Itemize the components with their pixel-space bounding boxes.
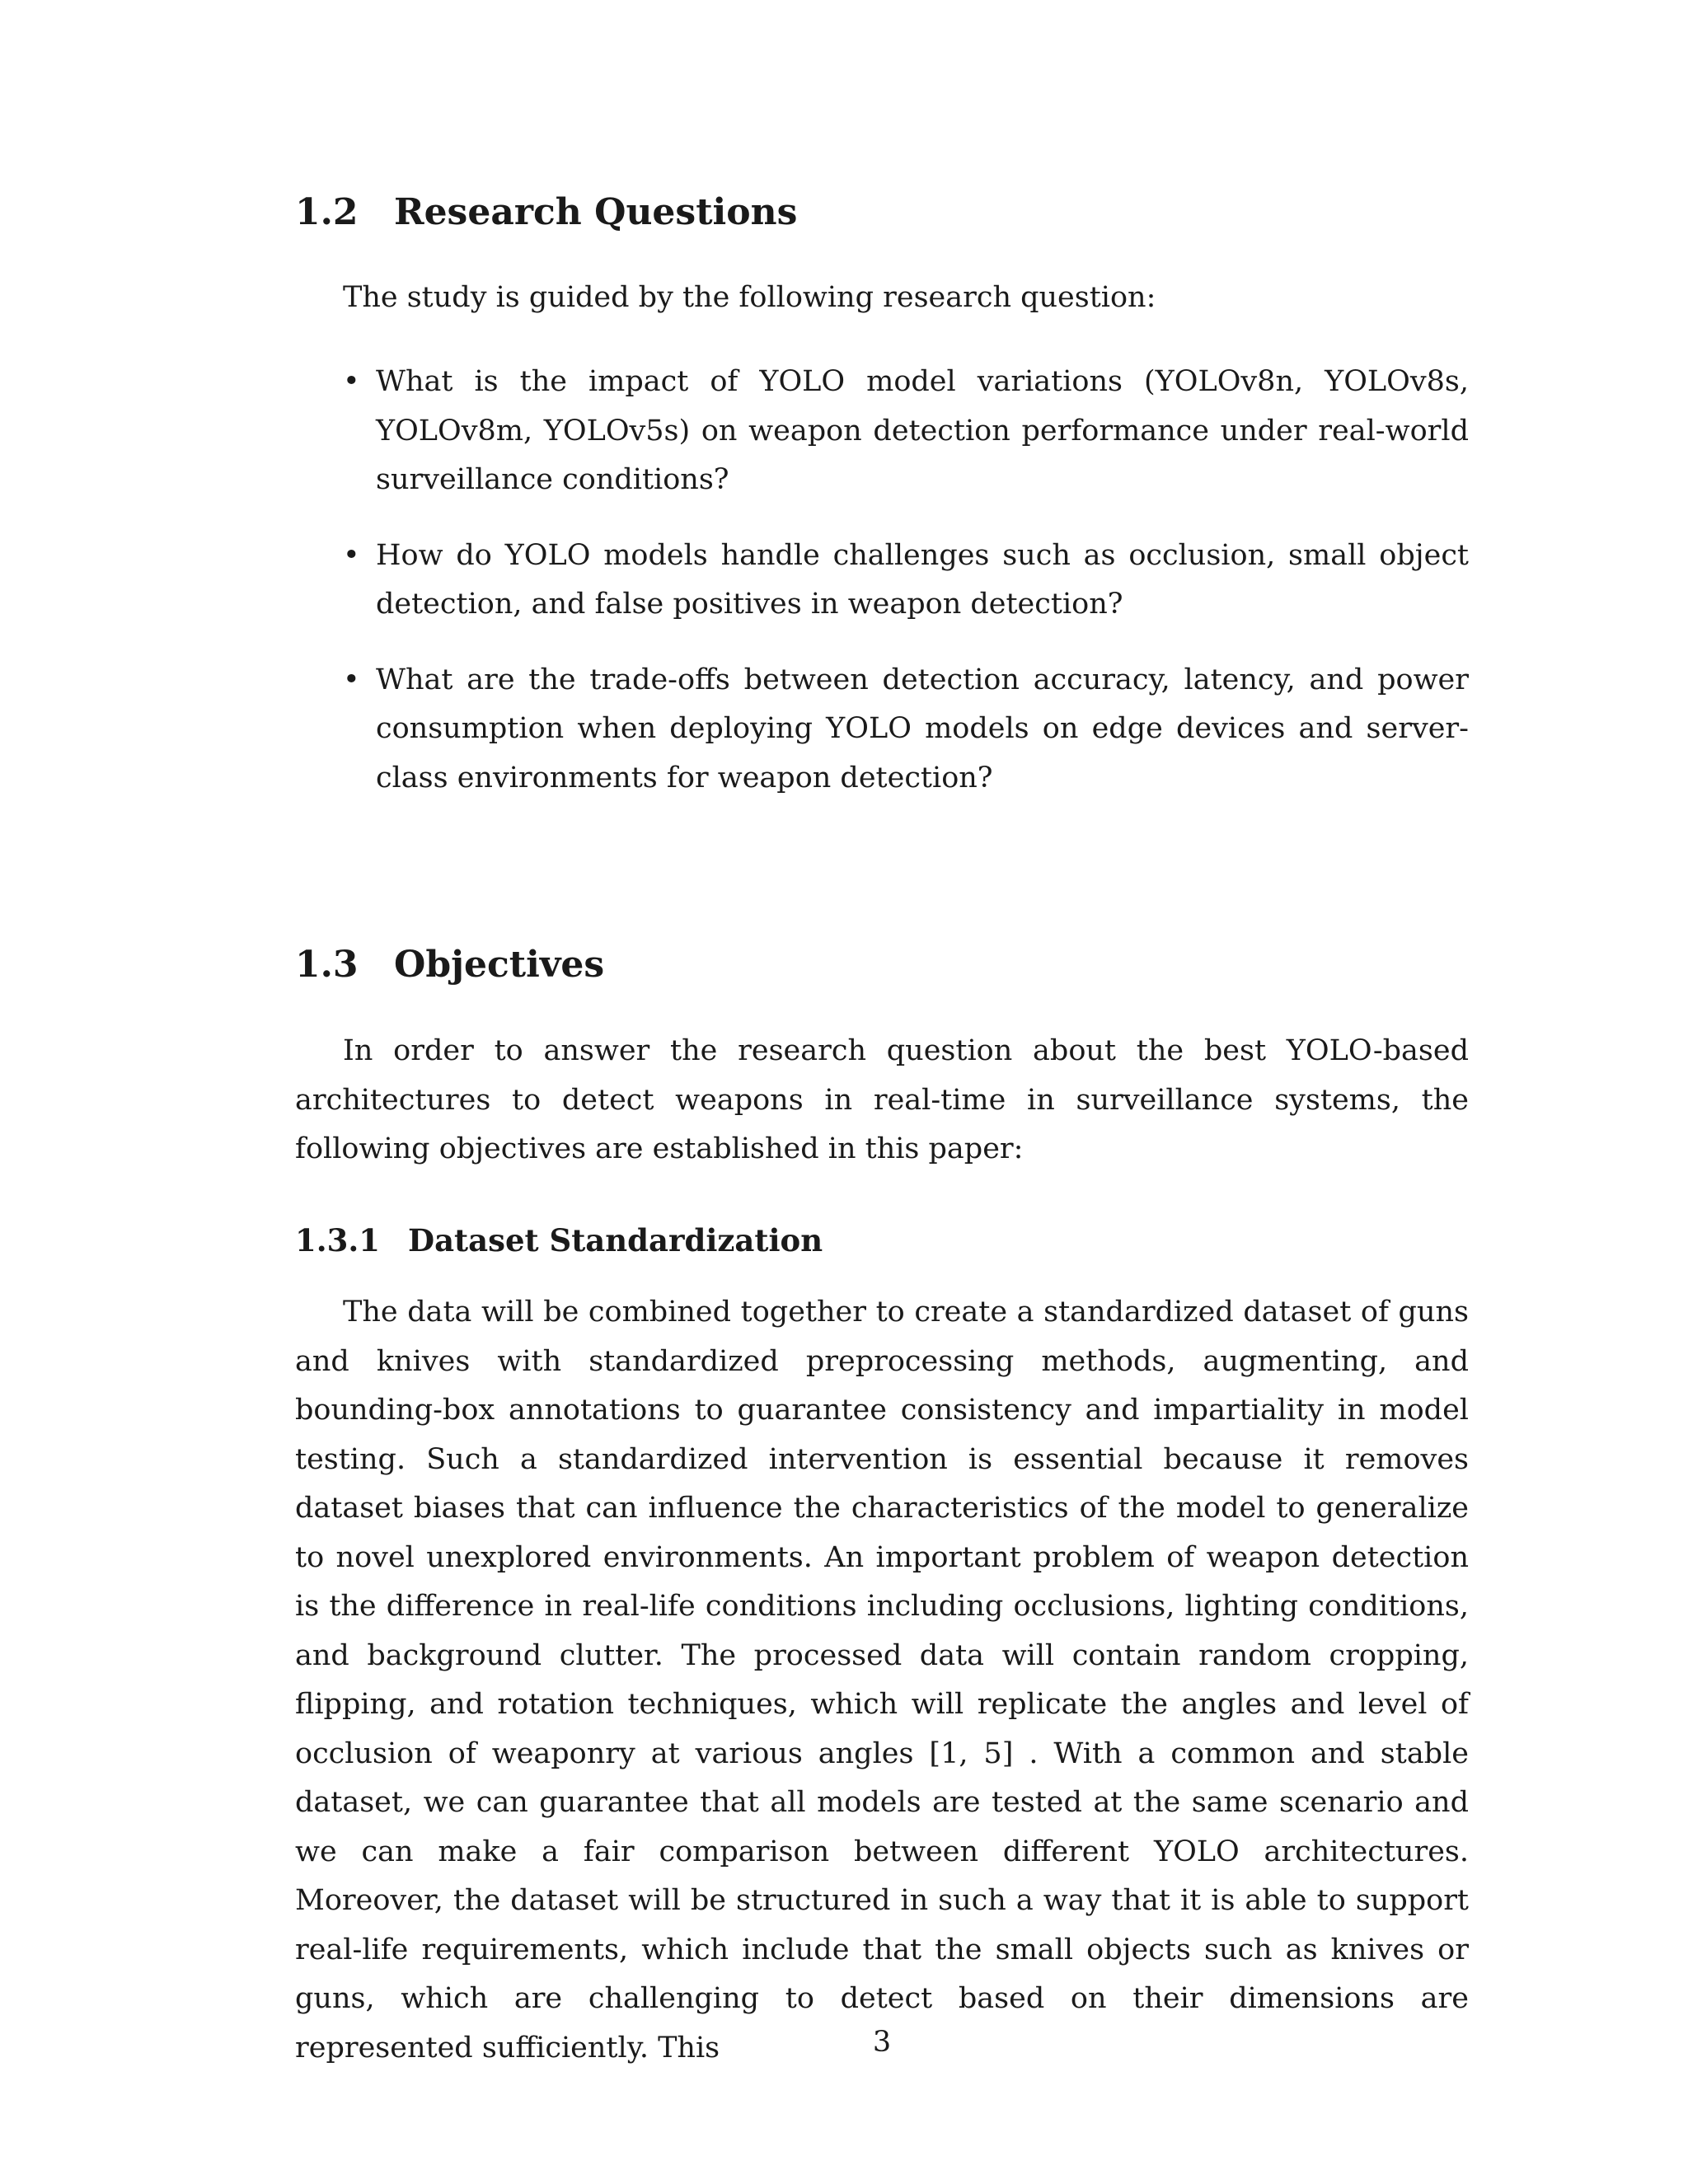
- subsection-title: Dataset Standardization: [408, 1222, 823, 1258]
- section-number: 1.2: [295, 191, 359, 233]
- dataset-standardization-body: The data will be combined together to create a standardized dataset of guns and knives with standardized preprocessing methods, augmenting, and bounding-box annotations to guarantee consistency and impartiality in model testing. Such a standardized intervention is essential because it removes dataset biases that can influence the characteristics of the model to generalize to novel unexplored environments. An important problem of weapon detection is the difference in real-life conditions including occlusions, lighting conditions, and background clutter. The processed data will contain random cropping, flipping, and rotation techniques, which will replicate the angles and level of occlusion of weaponry at various angles [1, 5] . With a common and stable dataset, we can guarantee that all models are tested at the same scenario and we can make a fair comparison between different YOLO architectures. Moreover, the dataset will be structured in such a way that it is able to support real-life requirements, which include that the small objects such as knives or guns, which are challenging to detect based on their dimensions are represented sufficiently. This: [295, 1296, 1469, 2064]
- subsection-heading-dataset-standardization: [295, 1222, 823, 1258]
- subsection-number: 1.3.1: [295, 1222, 380, 1258]
- objectives-intro: In order to answer the research question about the best YOLO-based architectures to detect weapons in real-time in surveillance systems, the following objectives are established in this paper:: [295, 1034, 1469, 1165]
- bullet-icon: •: [343, 538, 360, 572]
- section-number: 1.3: [295, 944, 359, 986]
- bullet-icon: •: [343, 663, 360, 696]
- bullet-icon: •: [343, 365, 360, 398]
- section-heading-objectives: [295, 944, 604, 987]
- list-item: [343, 532, 1469, 630]
- list-item: [343, 656, 1469, 804]
- section-title: Research Questions: [394, 191, 798, 233]
- list-item: [343, 358, 1469, 505]
- list-item-text: What are the trade-offs between detection accuracy, latency, and power consumption when deploying YOLO models on edge devices and server-class environments for weapon detection?: [376, 663, 1469, 794]
- research-questions-intro: The study is guided by the following research question:: [343, 281, 1156, 314]
- document-page: [295, 0, 1469, 2184]
- list-item-text: How do YOLO models handle challenges such as occlusion, small object detection, and false positives in weapon detection?: [376, 538, 1469, 621]
- section-heading-research-questions: [295, 191, 797, 235]
- page-number: 3: [872, 2026, 892, 2059]
- research-questions-list: [343, 358, 1469, 829]
- section-title: Objectives: [394, 944, 605, 986]
- list-item-text: What is the impact of YOLO model variations (YOLOv8n, YOLOv8s, YOLOv8m, YOLOv5s) on weapon detection performance under real-world surveillance conditions?: [376, 365, 1469, 496]
